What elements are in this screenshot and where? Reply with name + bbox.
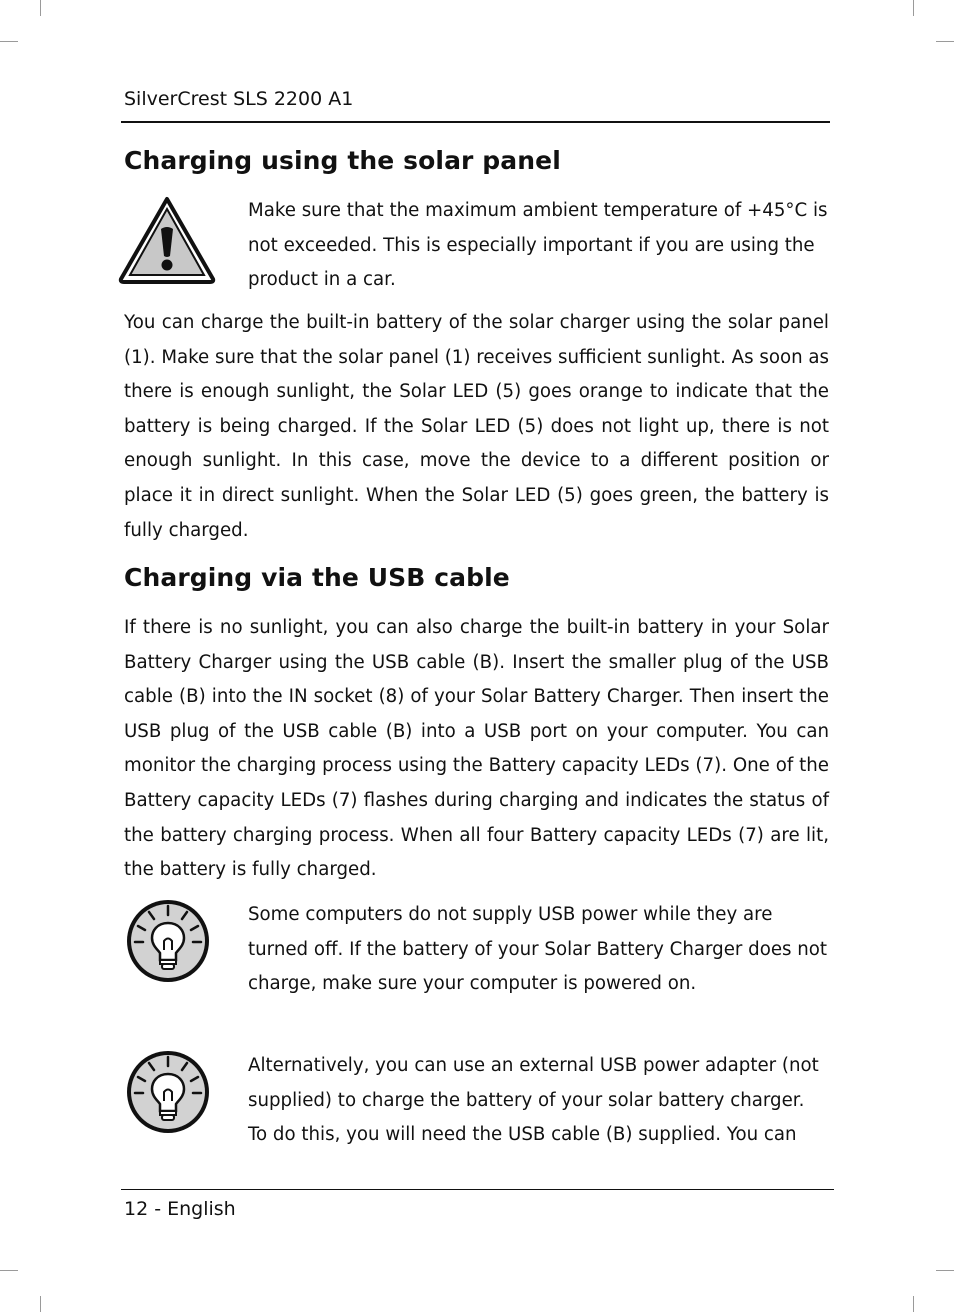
warning-line: Make sure that the maximum ambient temperature of +45°C is: [248, 200, 828, 221]
warning-note: [248, 194, 828, 298]
crop-mark: [40, 1296, 41, 1312]
warning-line: not exceeded. This is especially important if you are using the: [248, 234, 815, 256]
tip-note-1: [248, 898, 828, 1002]
lightbulb-tip-icon: [125, 898, 211, 988]
crop-mark: [936, 41, 954, 42]
crop-mark: [913, 1296, 914, 1312]
footer-rule: [121, 1189, 834, 1190]
section-heading-solar: Charging using the solar panel: [124, 146, 561, 175]
solar-charging-paragraph: You can charge the built-in battery of the solar charger using the solar panel (1). Make sure that the solar panel (1) receives sufficient sunlight. As soon as there is enough sunlight, the Solar LED (5) goes orange to indicate that the battery is being charged. If the Solar LED (5) does not light up, there is not enough sunlight. In this case, move the device to a different position or place it in direct sunlight. When the Solar LED (5) goes green, the battery is fully charged.: [124, 312, 830, 541]
crop-mark: [913, 0, 914, 16]
crop-mark: [40, 0, 41, 16]
tip-line: charge, make sure your computer is powered on.: [248, 973, 697, 995]
header-rule: [121, 121, 830, 123]
crop-mark: [936, 1270, 954, 1271]
section-heading-usb: Charging via the USB cable: [124, 563, 510, 592]
warning-triangle-icon: [118, 196, 216, 288]
tip-line: turned off. If the battery of your Solar Battery Charger does not: [248, 938, 828, 960]
crop-mark: [0, 41, 18, 42]
page-number: 12 - English: [124, 1198, 236, 1220]
running-header: SilverCrest SLS 2200 A1: [124, 88, 354, 110]
usb-charging-paragraph: If there is no sunlight, you can also charge the built-in battery in your Solar Battery Charger using the USB cable (B). Insert the smaller plug of the USB cable (B) into the IN socket (8) of your Solar Battery Charger. Then insert the USB plug of the USB cable (B) into a USB port on your computer. You can monitor the charging process using the Battery capacity LEDs (7). One of the Battery capacity LEDs (7) flashes during charging and indicates the status of the battery charging process. When all four Battery capacity LEDs (7) are lit, the battery is fully charged.: [124, 617, 829, 881]
crop-mark: [0, 1270, 18, 1271]
tip-note-2: [248, 1049, 828, 1153]
warning-line: product in a car.: [248, 269, 396, 291]
tip-line: To do this, you will need the USB cable (B) supplied. You can: [248, 1124, 797, 1146]
lightbulb-tip-icon: [125, 1049, 211, 1139]
tip-line: Alternatively, you can use an external USB power adapter (not: [248, 1055, 819, 1076]
tip-line: Some computers do not supply USB power while they are: [248, 904, 773, 925]
tip-line: supplied) to charge the battery of your solar battery charger.: [248, 1089, 805, 1111]
